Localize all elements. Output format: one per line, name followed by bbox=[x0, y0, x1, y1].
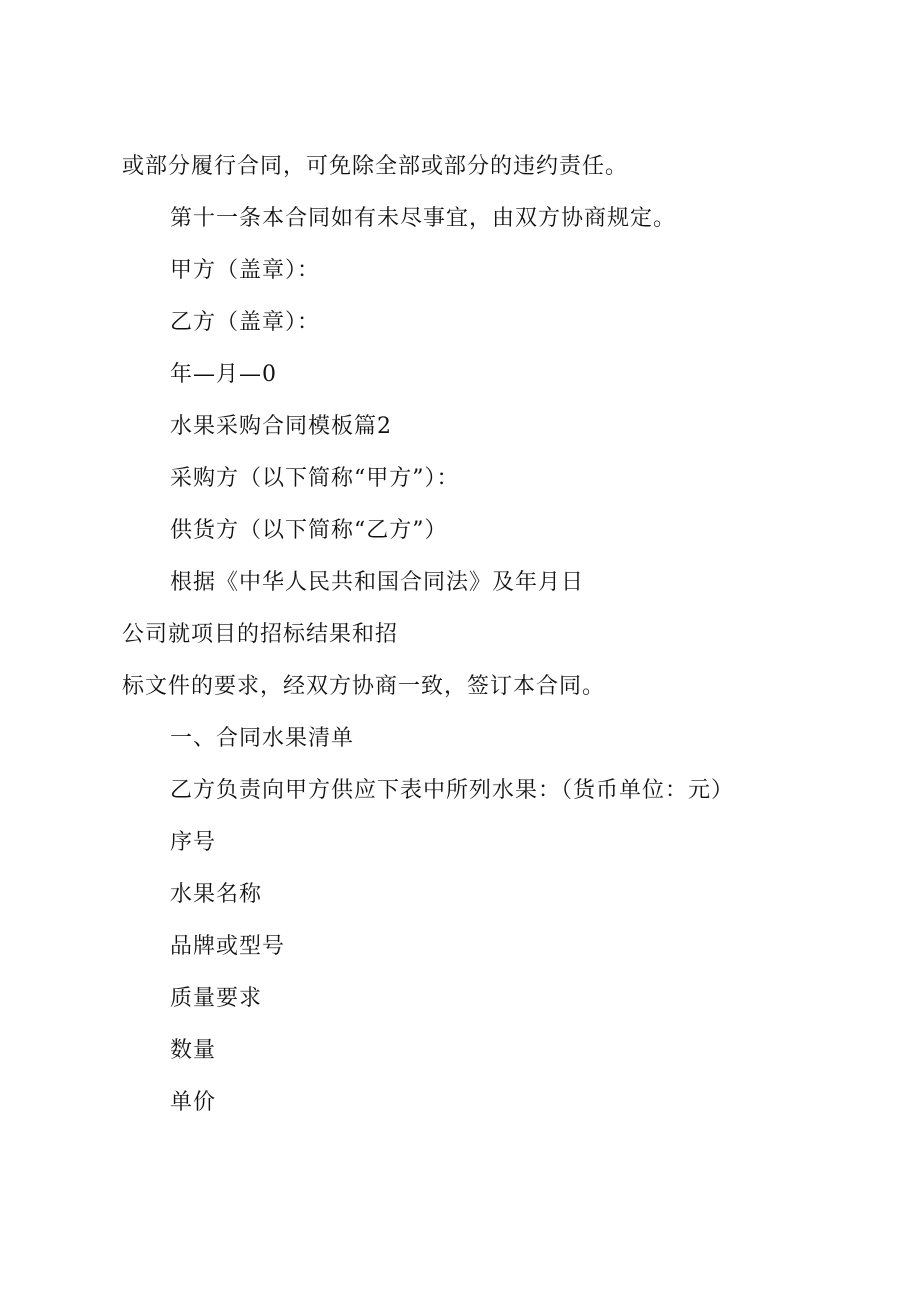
field-brand-model: 品牌或型号 bbox=[170, 934, 286, 959]
paragraph-tender-result: 公司就项目的招标结果和招 bbox=[122, 622, 399, 647]
field-fruit-name: 水果名称 bbox=[170, 882, 263, 907]
paragraph-supply-statement: 乙方负责向甲方供应下表中所列水果：（货币单位：元） bbox=[170, 778, 735, 803]
paragraph-contract-signing: 标文件的要求，经双方协商一致，签订本合同。 bbox=[122, 674, 606, 699]
field-quantity: 数量 bbox=[170, 1038, 217, 1063]
supplier-line: 供货方（以下简称“乙方”） bbox=[170, 518, 448, 543]
paragraph-line-liability-exemption: 或部分履行合同，可免除全部或部分的违约责任。 bbox=[122, 154, 629, 179]
date-line: 年—月—0 bbox=[170, 362, 277, 387]
party-b-seal-line: 乙方（盖章）： bbox=[170, 310, 321, 335]
purchaser-line: 采购方（以下简称“甲方”）： bbox=[170, 466, 460, 491]
heading-fruit-list: 一、合同水果清单 bbox=[170, 726, 355, 751]
paragraph-legal-basis: 根据《中华人民共和国合同法》及年月日 bbox=[170, 570, 585, 595]
field-serial-number: 序号 bbox=[170, 830, 217, 855]
party-a-seal-line: 甲方（盖章）： bbox=[170, 258, 321, 283]
field-unit-price: 单价 bbox=[170, 1090, 217, 1115]
section-heading-template-2: 水果采购合同模板篇2 bbox=[170, 414, 392, 439]
field-quality-requirement: 质量要求 bbox=[170, 986, 263, 1011]
paragraph-article-eleven: 第十一条本合同如有未尽事宜，由双方协商规定。 bbox=[170, 206, 677, 231]
